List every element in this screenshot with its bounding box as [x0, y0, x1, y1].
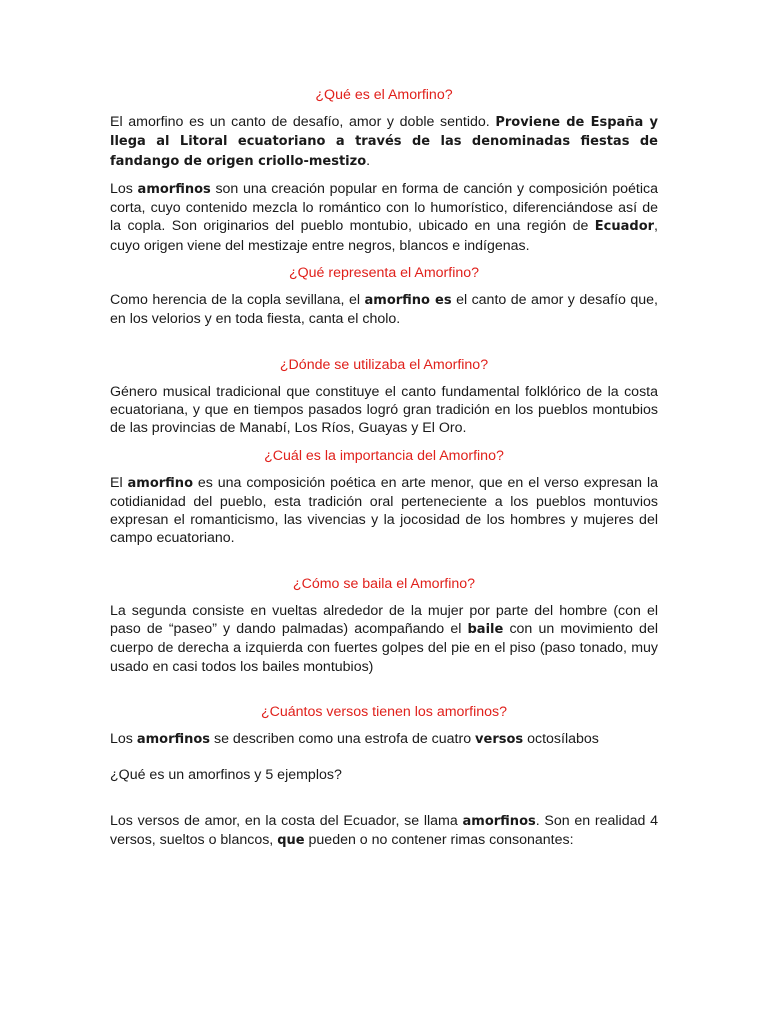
heading-que-es-el-amorfino: ¿Qué es el Amorfino?	[315, 87, 453, 103]
text-run: ¿Qué es un amorfinos y 5 ejemplos?	[110, 767, 342, 784]
paragraph-donde	[110, 383, 658, 438]
paragraph-versos	[110, 730, 658, 749]
text-run: El amorfino es un canto de desafío, amor y doble sentido.	[110, 114, 496, 130]
text-run: .	[366, 152, 371, 169]
bold-run: versos	[475, 731, 524, 747]
text-run: es una composición poética en arte menor, que en el verso expresan la cotidianidad del pueblo, esta tradición oral perteneciente a los pueblos montuvios expresan el romanticismo, las vivencias y la jocosidad de los hombres y mujeres del campo ecuatoriano.	[110, 474, 659, 547]
text-run: pueden o no contener rimas consonantes:	[304, 831, 574, 848]
paragraph-definition	[110, 113, 658, 171]
bold-run: Proviene de España y llega al Litoral ecuatoriano a través de las denominadas fiestas de fandango de origen criollo-mestizo	[110, 115, 658, 169]
text-run: El	[110, 474, 128, 491]
heading-que-representa: ¿Qué representa el Amorfino?	[288, 265, 480, 282]
text-run: Los versos de amor, en la costa del Ecuador, se llama	[110, 812, 463, 829]
text-run: Los	[110, 730, 137, 747]
document-page	[110, 86, 658, 850]
text-run: , cuyo origen viene del mestizaje entre negros, blancos e indígenas.	[110, 218, 658, 254]
paragraph-versos-de-amor	[110, 812, 658, 851]
bold-run: amorfino	[127, 475, 193, 491]
heading-donde-se-utilizaba: ¿Dónde se utilizaba el Amorfino?	[279, 356, 489, 373]
heading-cuantos-versos: ¿Cuántos versos tienen los amorfinos?	[260, 703, 508, 720]
text-run: Los	[110, 180, 138, 197]
text-run: octosílabos	[523, 730, 599, 747]
paragraph-question-ejemplos	[110, 766, 658, 784]
text-run: se describen como una estrofa de cuatro	[210, 730, 476, 747]
text-run: Como herencia de la copla sevillana, el	[110, 292, 365, 309]
bold-run: que	[277, 832, 305, 848]
bold-run: Ecuador	[594, 219, 655, 235]
paragraph-origin	[110, 180, 658, 255]
heading-como-se-baila: ¿Cómo se baila el Amorfino?	[292, 575, 476, 592]
text-run: son una creación popular en forma de canción y composición poética corta, cuyo contenido mezcla lo romántico con lo humorístico, diferenciándose así de la copla. Son originarios del pueblo montubio, ubicado en una región de	[110, 180, 658, 235]
paragraph-representa	[110, 291, 658, 329]
bold-run: amorfino es	[364, 293, 452, 309]
bold-run: amorfinos	[136, 731, 211, 747]
paragraph-baile	[110, 602, 658, 676]
bold-run: amorfinos	[137, 181, 211, 197]
bold-run: baile	[467, 622, 504, 638]
text-run: con un movimiento del cuerpo de derecha a izquierda con fuertes golpes del pie en el piso (paso tonado, muy usado en casi todos los bailes montubios)	[110, 621, 658, 675]
text-run: La segunda consiste en vueltas alrededor de la mujer por parte del hombre (con el paso de “paseo” y dando palmadas) acompañando el	[110, 602, 658, 638]
paragraph-importancia	[110, 474, 658, 548]
heading-importancia: ¿Cuál es la importancia del Amorfino?	[264, 447, 504, 464]
text-run: el canto de amor y desafío que, en los velorios y en toda fiesta, canta el cholo.	[110, 292, 658, 328]
text-run: . Son en realidad 4 versos, sueltos o blancos,	[110, 812, 659, 848]
text-run: Género musical tradicional que constituye el canto fundamental folklórico de la costa ecuatoriana, y que en tiempos pasados logró gran tradición en los pueblos montubios de las provincias de Manabí, Los Ríos, Guayas y El Oro.	[110, 383, 658, 437]
bold-run: amorfinos	[462, 813, 536, 829]
